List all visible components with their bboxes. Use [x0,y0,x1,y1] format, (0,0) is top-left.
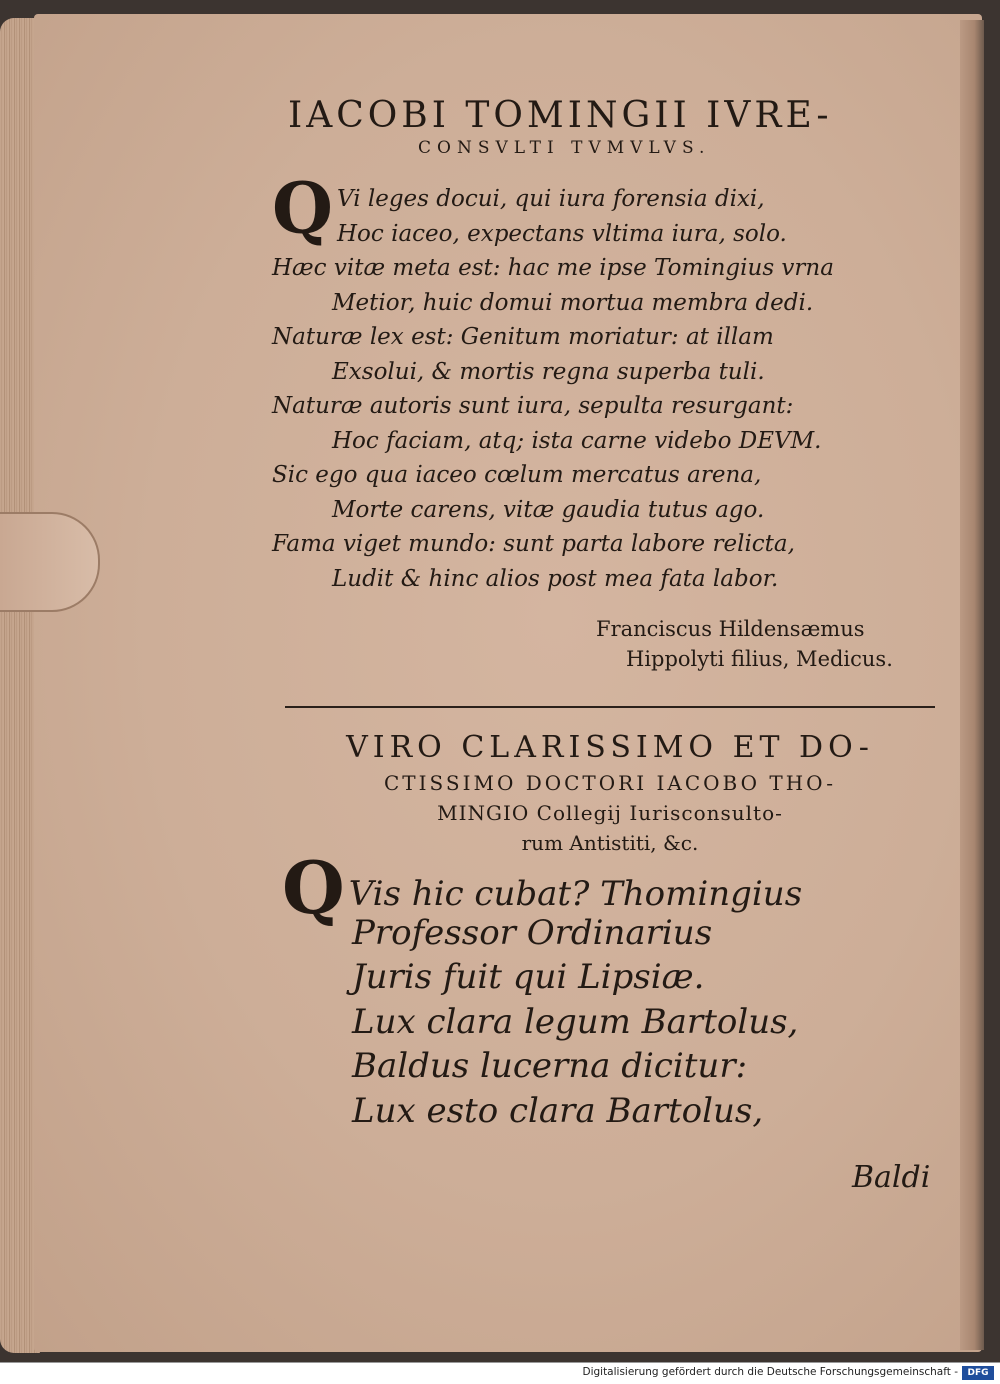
poem-line: Exsolui, & mortis regna superba tuli. [332,358,765,385]
page-gutter [960,20,984,1350]
heading-line: MINGIO Collegij Iurisconsulto- [437,801,783,825]
dropcap: Q [282,845,345,930]
poem-line: Naturæ autoris sunt iura, sepulta resurgant: [272,393,794,419]
poem-line: Lux esto clara Bartolus, [352,1090,764,1131]
poem-line: Q Vi leges docui, qui iura forensia dixi, [272,167,765,250]
heading-line: VIRO CLARISSIMO ET DO- [346,730,874,765]
bookmark-tab [0,512,100,612]
poem-line: Fama viget mundo: sunt parta labore relicta, [272,531,795,557]
dfg-logo: DFG [962,1366,994,1380]
poem-line: Morte carens, vitæ gaudia tutus ago. [332,496,765,523]
author-title: Hippolyti filius, Medicus. [626,647,893,671]
poem-line: Sic ego qua iaceo cœlum mercatus arena, [272,462,762,488]
page-subtitle: CONSVLTI TVMVLVS. [418,138,711,158]
poem-line: Lux clara legum Bartolus, [352,1001,799,1042]
dedication-poem [282,845,842,1133]
poem-line: Metior, huic domui mortua membra dedi. [332,289,814,316]
poem-line: Hoc faciam, atq; ista carne videbo DEVM. [332,427,822,454]
poem-line: Baldus lucerna dicitur: [352,1046,748,1086]
poem-line: Professor Ordinarius [352,912,713,953]
section-divider [285,706,935,708]
author-signature [596,614,956,674]
footer-bar [0,1362,1000,1384]
poem-line: Hæc vitæ meta est: hac me ipse Tomingius vrna [272,255,834,281]
funding-notice: Digitalisierung gefördert durch die Deutsche Forschungsgemeinschaft - [582,1366,958,1378]
author-name: Franciscus Hildensæmus [596,617,865,641]
dedication-heading [280,728,940,858]
dropcap: Q [272,167,333,250]
catchword: Baldi [852,1160,931,1195]
poem-line: Q Vis hic cubat? Thomingius [282,845,803,930]
poem-line: Juris fuit qui Lipsiæ. [352,957,705,997]
poem-line: Ludit & hinc alios post mea fata labor. [332,565,779,592]
poem-line: Hoc iaceo, expectans vltima iura, solo. [336,220,787,247]
poem-line: Naturæ lex est: Genitum moriatur: at illam [272,324,774,350]
epitaph-poem [272,167,892,596]
heading-line: rum Antistiti, &c. [521,831,699,855]
heading-line: CTISSIMO DOCTORI IACOBO THO- [383,771,837,795]
page-title: IACOBI TOMINGII IVRE- [288,95,833,136]
